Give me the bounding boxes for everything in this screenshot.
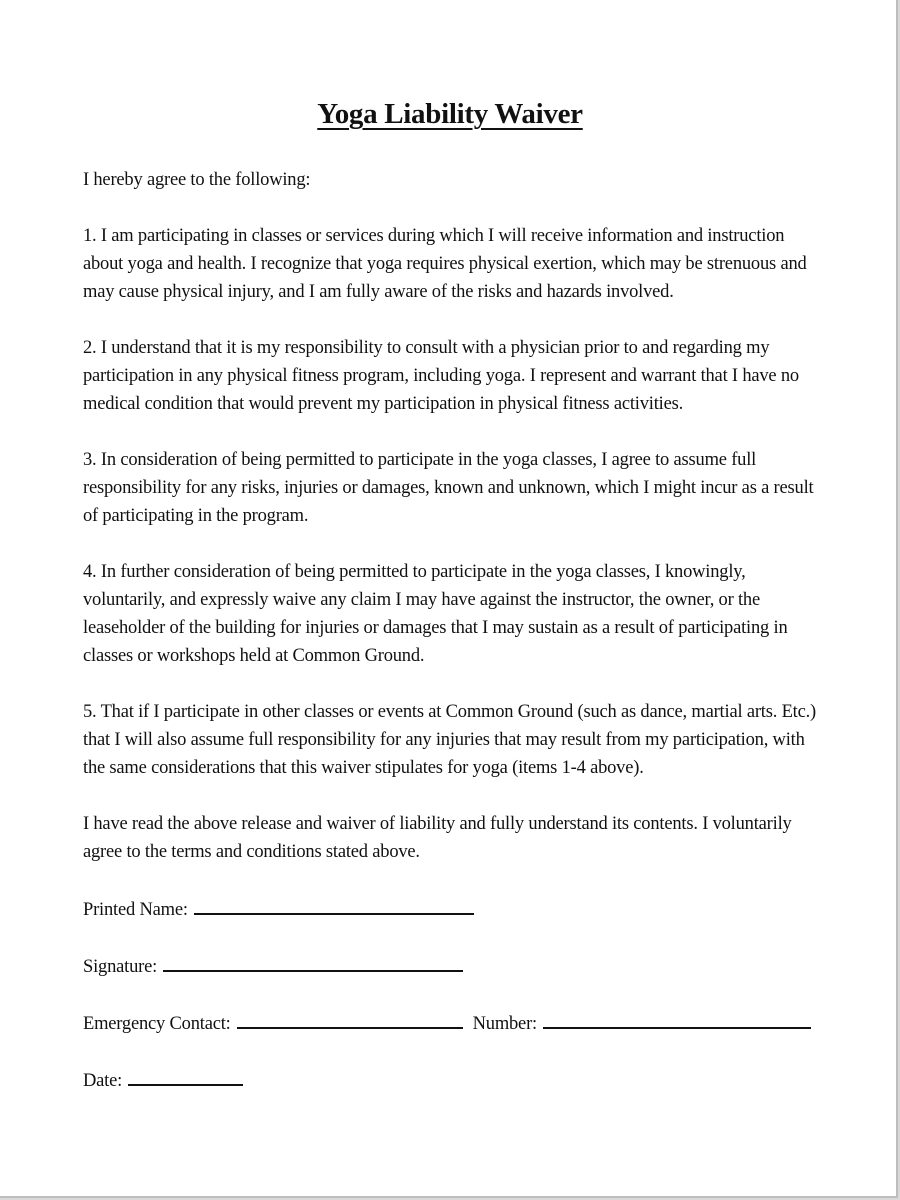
paragraph-3: 3. In consideration of being permitted to participate in the yoga classes, I agree to assume full responsibility for any risks, injuries or damages, known and unknown, which I might incur as a result of participating in the program. — [83, 450, 814, 526]
printed-name-line[interactable] — [194, 895, 474, 915]
agreement-statement: I have read the above release and waiver of liability and fully understand its contents. I voluntarily agree to the terms and conditions stated above. — [83, 814, 792, 862]
date-row — [83, 1066, 243, 1092]
document-title-text: Yoga Liability Waiver — [317, 98, 583, 130]
signature-label: Signature: — [83, 957, 158, 977]
number-label: Number: — [472, 1014, 537, 1034]
document-body — [83, 166, 823, 894]
paragraph-4: 4. In further consideration of being permitted to participate in the yoga classes, I knowingly, voluntarily, and expressly waive any claim I may have against the instructor, the owner, or the leaseholder of the building for injuries or damages that I may sustain as a result of participating in classes or workshops held at Common Ground. — [83, 562, 788, 666]
paragraph-2: 2. I understand that it is my responsibility to consult with a physician prior to and regarding my participation in any physical fitness program, including yoga. I represent and warrant that I have no medical condition that would prevent my participation in physical fitness activities. — [83, 338, 799, 414]
date-label: Date: — [83, 1071, 123, 1091]
emergency-contact-line[interactable] — [237, 1009, 463, 1029]
emergency-contact-row — [83, 1009, 811, 1035]
paragraph-1: 1. I am participating in classes or services during which I will receive information and instruction about yoga and health. I recognize that yoga requires physical exertion, which may be strenuous and may cause physical injury, and I am fully aware of the risks and hazards involved. — [83, 226, 807, 302]
emergency-contact-label: Emergency Contact: — [83, 1014, 231, 1034]
intro-text: I hereby agree to the following: — [83, 170, 311, 190]
signature-row — [83, 952, 463, 978]
date-line[interactable] — [128, 1066, 243, 1086]
document-title — [0, 98, 900, 131]
printed-name-label: Printed Name: — [83, 900, 188, 920]
signature-line[interactable] — [163, 952, 463, 972]
number-line[interactable] — [543, 1009, 811, 1029]
paragraph-5: 5. That if I participate in other classes or events at Common Ground (such as dance, martial arts. Etc.) that I will also assume full responsibility for any injuries that may result from my participation, with the same considerations that this waiver stipulates for yoga (items 1-4 above). — [83, 702, 817, 778]
printed-name-row — [83, 895, 474, 921]
